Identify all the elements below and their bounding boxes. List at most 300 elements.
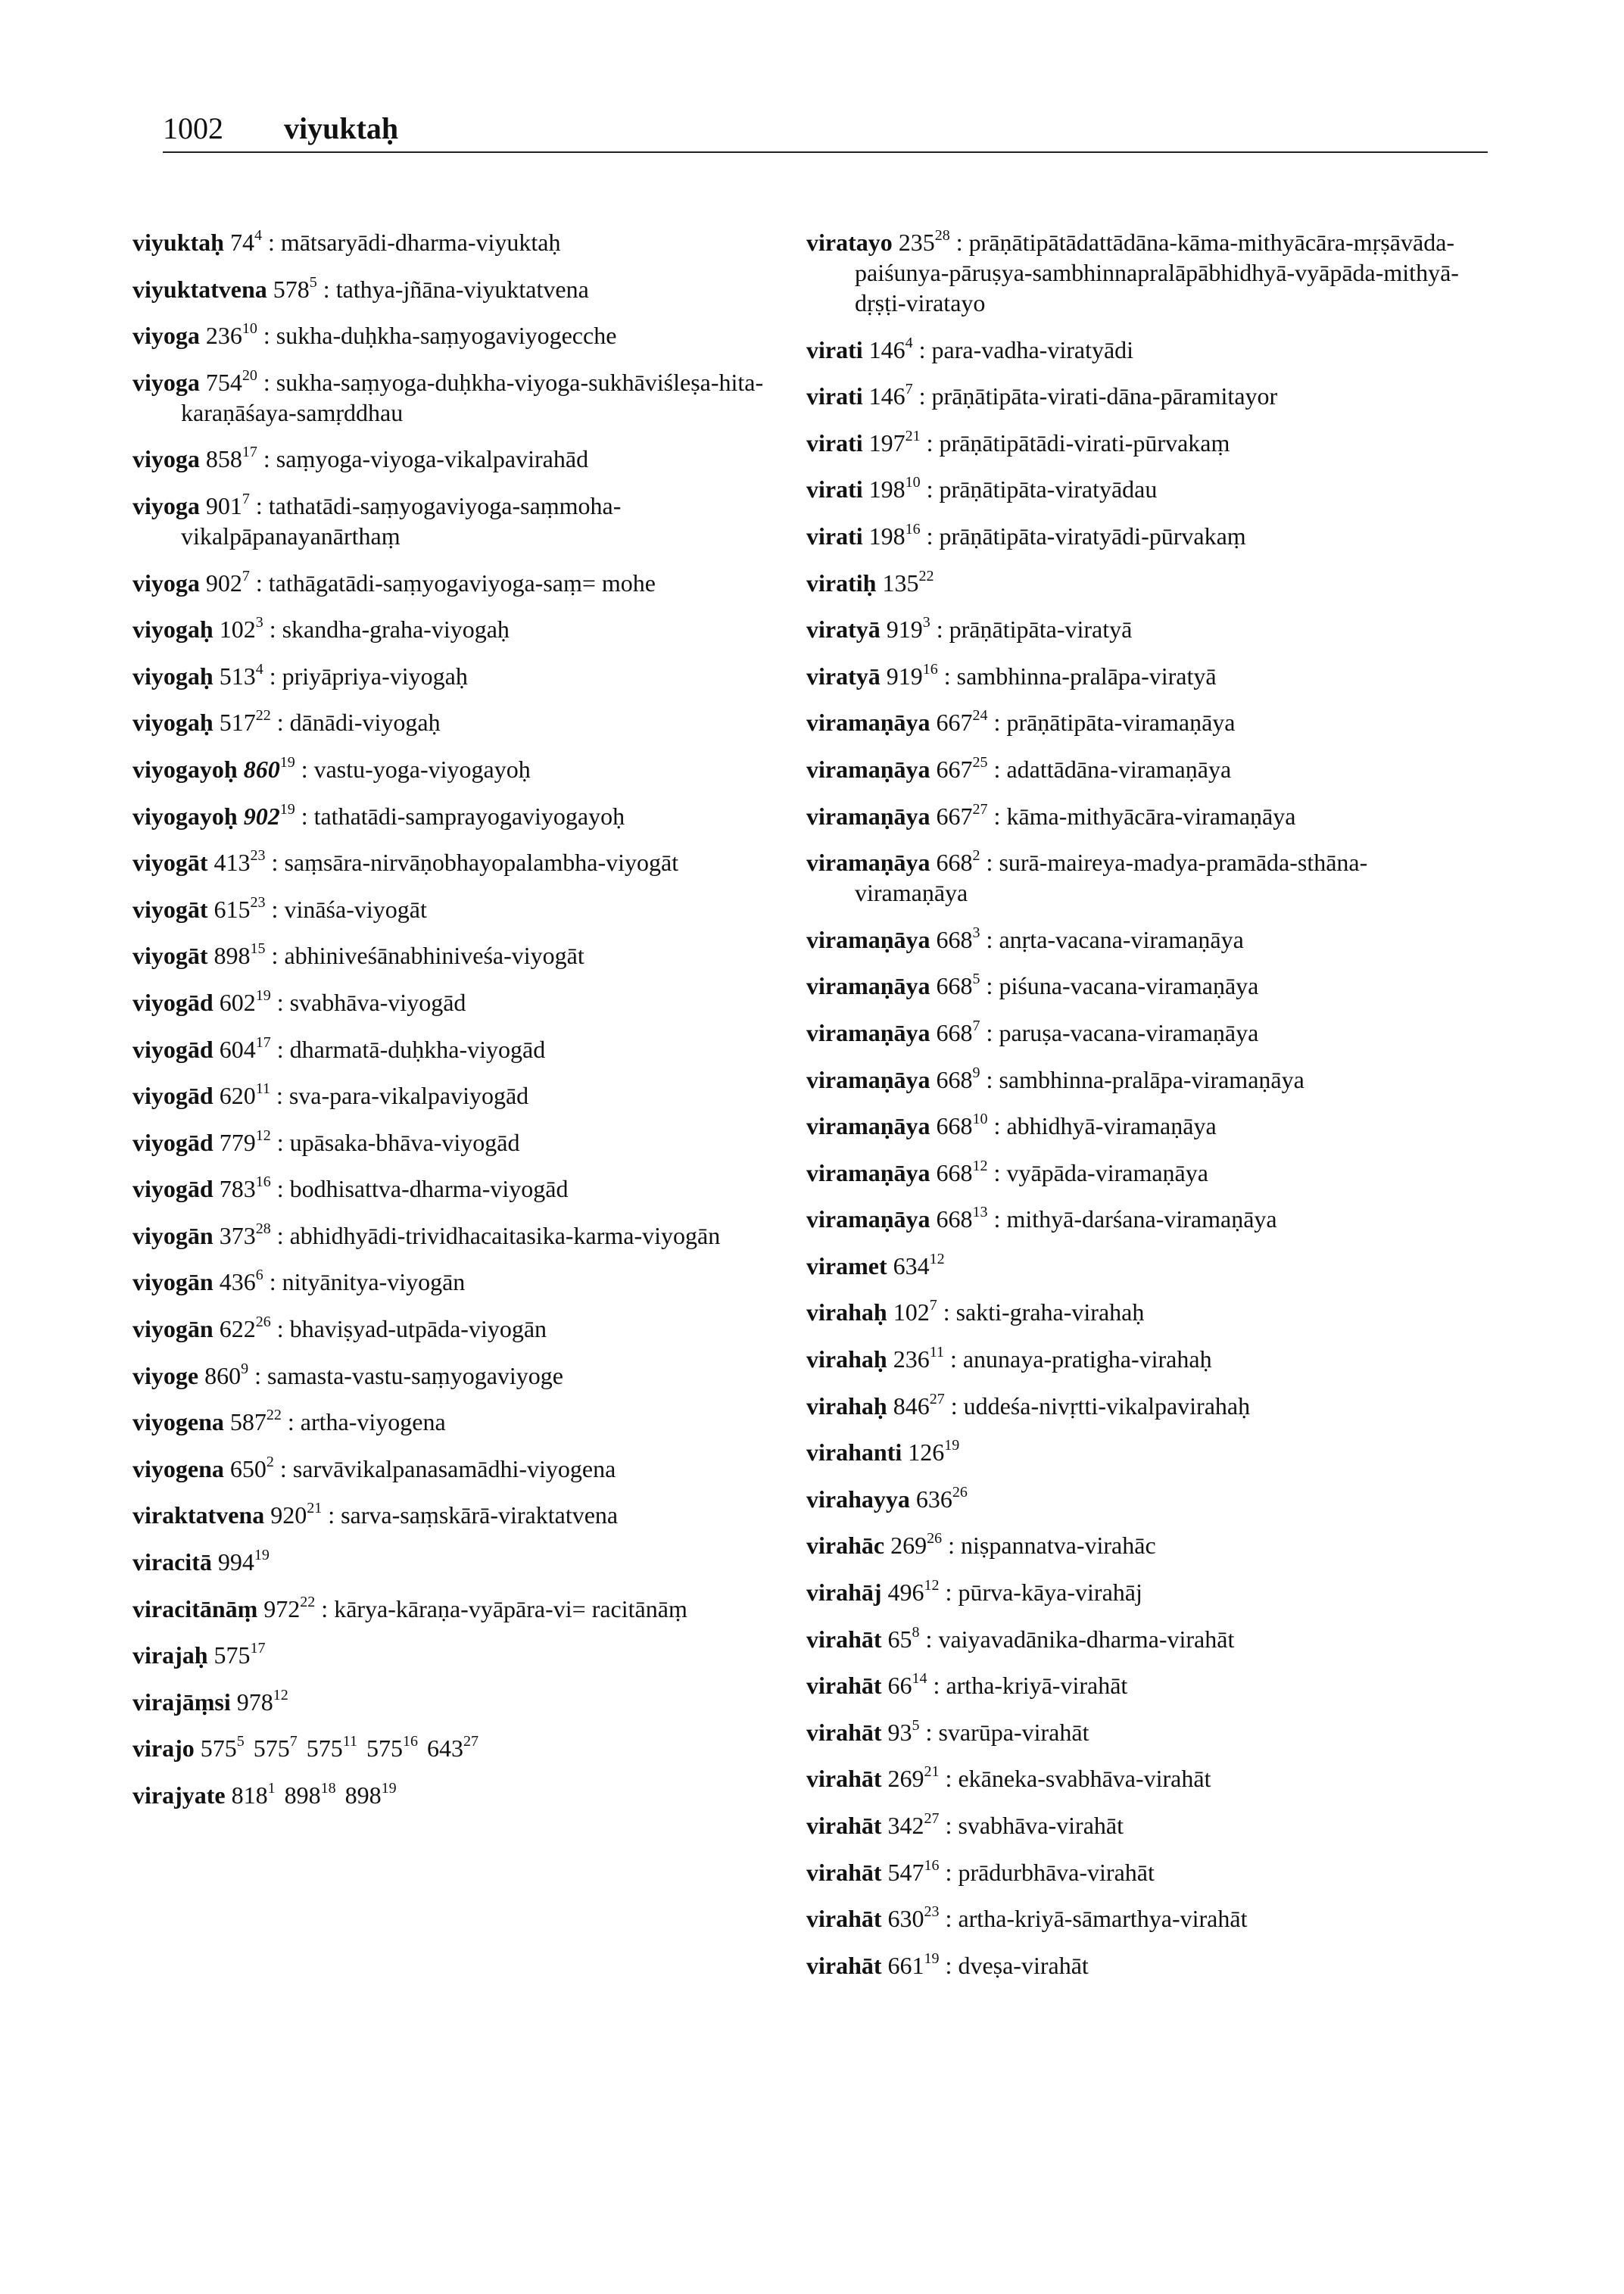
gloss: vastu-yoga-viyogayoḥ xyxy=(313,755,531,783)
page-ref-group xyxy=(887,662,938,690)
index-entry: viyuktatvena $578^5$ : tathya-jñāna-viyuktatvena xyxy=(132,273,589,303)
line-ref: 4 xyxy=(255,660,263,678)
page-ref: 634 xyxy=(893,1251,930,1279)
index-entry: viraktatvena $920^{21}$ : sarva-saṃskārā-viraktatvena xyxy=(132,1500,619,1529)
page-ref: 620 xyxy=(219,1082,256,1110)
page-ref: 668 xyxy=(936,1018,973,1046)
index-entry: viratyā $919^3$ : prāṇātipāta-viratyā xyxy=(806,614,1133,644)
page-ref: 783 xyxy=(219,1175,256,1203)
page-ref: 65 xyxy=(887,1625,912,1653)
index-entry: viramaṇāya $668^2$ : surā-maireya-madya-pramāda-sthāna-viramaṇāya xyxy=(806,847,1368,907)
line-ref: 16 xyxy=(924,1856,940,1874)
page-ref: 517 xyxy=(219,709,256,737)
page-ref-group xyxy=(218,1548,270,1576)
page-ref-group xyxy=(893,1252,945,1279)
headword: viyogena xyxy=(132,1454,224,1482)
index-entry: viyogaḥ $102^3$ : skandha-graha-viyogaḥ xyxy=(132,614,510,644)
headword: viyogayoḥ xyxy=(132,755,238,783)
index-entry xyxy=(132,1780,791,1810)
page-ref-group xyxy=(937,709,988,736)
gloss: vyāpāda-viramaṇāya xyxy=(1006,1158,1208,1186)
page-ref-group xyxy=(937,1112,988,1139)
page-ref: 919 xyxy=(886,616,923,644)
line-ref: 12 xyxy=(273,1686,288,1703)
page-ref-group xyxy=(273,273,317,303)
gloss: prāṇātipātādi-virati-pūrvakaṃ xyxy=(939,429,1230,457)
line-ref: 5 xyxy=(236,1733,245,1750)
right-column xyxy=(806,227,1473,1996)
headword: viyogād xyxy=(132,1128,214,1156)
gloss: vināśa-viyogāt xyxy=(284,895,427,923)
gloss: prāṇātipāta-viratyādi-pūrvakaṃ xyxy=(939,522,1246,550)
page-ref-group xyxy=(206,445,257,472)
page-ref: 236 xyxy=(205,322,242,350)
index-entry: virati $198^{10}$ : prāṇātipāta-viratyādau xyxy=(806,474,1158,503)
page-ref: 636 xyxy=(915,1485,952,1513)
headword: virahāt xyxy=(806,1951,882,1979)
index-entry: viyogaḥ $517^{22}$ : dānādi-viyogaḥ xyxy=(132,707,441,737)
line-ref: 3 xyxy=(972,924,980,941)
gloss: sukha-duḥkha-saṃyogaviyogecche xyxy=(276,322,617,350)
index-entry xyxy=(806,1251,1473,1281)
gloss: priyāpriya-viyogaḥ xyxy=(282,662,468,690)
page-ref: 898 xyxy=(344,1781,382,1809)
headword: virahayya xyxy=(806,1485,910,1513)
page-ref: 198 xyxy=(868,522,906,550)
page-ref: 650 xyxy=(229,1454,267,1482)
page-ref-group xyxy=(230,1455,274,1482)
headword: viramaṇāya xyxy=(806,1018,930,1046)
gloss: adattādāna-viramaṇāya xyxy=(1006,755,1232,783)
gloss: skandha-graha-viyogaḥ xyxy=(282,616,510,644)
page-ref-group xyxy=(220,1268,263,1295)
page-ref-group xyxy=(869,475,921,503)
gloss: dānādi-viyogaḥ xyxy=(289,709,441,737)
headword: viyoga xyxy=(132,491,200,519)
page-ref: 602 xyxy=(219,988,256,1016)
header-rule xyxy=(163,151,1488,153)
headword: virati xyxy=(806,335,863,363)
headword: viramaṇāya xyxy=(806,925,930,953)
line-ref: 5 xyxy=(912,1716,920,1734)
line-ref: 28 xyxy=(255,1220,271,1237)
gloss: bhaviṣyad-utpāda-viyogān xyxy=(289,1315,547,1343)
page-ref-group xyxy=(888,1905,940,1932)
line-ref: 22 xyxy=(255,707,271,725)
line-ref: 17 xyxy=(255,1033,271,1051)
line-ref: 7 xyxy=(929,1297,937,1314)
index-entry: viramaṇāya $667^{25}$ : adattādāna-viramaṇāya xyxy=(806,753,1232,783)
gloss: samasta-vastu-saṃyogaviyoge xyxy=(267,1361,563,1389)
index-entry: viramaṇāya $668^5$ : piśuna-vacana-viramaṇāya xyxy=(806,971,1259,1000)
page-ref: 860 xyxy=(204,1361,242,1389)
index-entry: virahāc $269^{26}$ : niṣpannatva-virahāc xyxy=(806,1530,1156,1560)
index-entry: viyuktaḥ $74^4$ : mātsaryādi-dharma-viyuktaḥ xyxy=(132,227,561,256)
page-ref-group xyxy=(214,893,266,923)
page-ref-group xyxy=(219,1033,271,1063)
gloss: tathya-jñāna-viyuktatvena xyxy=(335,275,589,303)
gloss: uddeśa-nivṛtti-vikalpavirahaḥ xyxy=(963,1392,1251,1420)
index-entry xyxy=(132,1733,791,1763)
line-ref: 1 xyxy=(267,1780,276,1797)
headword: virahaḥ xyxy=(806,1345,887,1373)
page-ref-group xyxy=(366,1735,418,1762)
page-ref: 575 xyxy=(366,1735,404,1763)
page-ref: 146 xyxy=(868,382,906,410)
index-entry: virati $198^{16}$ : prāṇātipāta-viratyādi-pūrvakaṃ xyxy=(806,520,1246,550)
headword: viracitānāṃ xyxy=(132,1594,258,1622)
page-ref: 93 xyxy=(887,1718,912,1746)
page-header xyxy=(163,111,399,145)
line-ref: 19 xyxy=(255,986,271,1004)
page-refs xyxy=(232,1781,406,1809)
gloss: sva-para-vikalpaviyogād xyxy=(288,1082,529,1110)
page-ref-group xyxy=(888,1625,920,1653)
line-ref: 5 xyxy=(309,273,317,291)
headword: virati xyxy=(806,429,863,457)
gloss: bodhisattva-dharma-viyogād xyxy=(289,1175,569,1203)
line-ref: 7 xyxy=(905,381,913,398)
page-ref-group xyxy=(232,1781,276,1809)
index-entry: viyoga $901^7$ : tathatādi-saṃyogaviyoga-saṃmoha-vikalpāpanayanārthaṃ xyxy=(132,490,622,550)
headword: viyogaḥ xyxy=(132,616,214,644)
page-ref: 102 xyxy=(219,616,256,644)
headword: viratyā xyxy=(806,662,881,690)
page-ref: 667 xyxy=(936,709,973,737)
gloss: surā-maireya-madya-pramāda-sthāna-viramaṇāya xyxy=(855,849,1368,907)
headword: viramaṇāya xyxy=(806,755,930,783)
page-ref: 668 xyxy=(936,1205,973,1233)
page-ref: 373 xyxy=(219,1221,256,1249)
page-ref: 643 xyxy=(427,1735,464,1763)
gloss: sambhinna-pralāpa-viramaṇāya xyxy=(999,1065,1304,1093)
gloss: prāṇātipāta-virati-dāna-pāramitayor xyxy=(931,382,1278,410)
page-ref: 901 xyxy=(205,491,242,519)
page-ref: 994 xyxy=(217,1548,254,1576)
headword: viyogān xyxy=(132,1221,214,1249)
gloss: mātsaryādi-dharma-viyuktaḥ xyxy=(280,229,561,256)
index-entry: viracitānāṃ $972^{22}$ : kārya-kāraṇa-vyāpāra-vi= racitānāṃ xyxy=(132,1593,687,1622)
page-ref-group xyxy=(937,849,980,876)
headword: viyogān xyxy=(132,1315,214,1343)
headword: viramaṇāya xyxy=(806,1205,930,1233)
page-ref-group xyxy=(888,1952,940,1979)
line-ref: 2 xyxy=(266,1453,274,1470)
line-ref: 9 xyxy=(972,1064,980,1081)
index-entry: virahaḥ $236^{11}$ : anunaya-pratigha-virahaḥ xyxy=(806,1344,1212,1373)
page-ref-group xyxy=(206,569,250,597)
line-ref: 19 xyxy=(924,1950,940,1967)
page-ref: 920 xyxy=(270,1501,307,1529)
headword: virahāt xyxy=(806,1858,882,1886)
gloss: prāṇātipāta-viramaṇāya xyxy=(1006,709,1236,737)
line-ref: 12 xyxy=(255,1127,271,1144)
headword: viraktatvena xyxy=(132,1501,265,1529)
page-ref-group xyxy=(230,1408,282,1435)
page-ref-group xyxy=(254,1735,298,1762)
index-entry: viyogayoḥ $902^{19}$ : tathatādi-samprayogaviyogayoḥ xyxy=(132,800,625,830)
line-ref: 10 xyxy=(242,320,257,338)
line-ref: 13 xyxy=(972,1204,988,1221)
headword: virahāt xyxy=(806,1812,882,1839)
gloss: dharmatā-duḥkha-viyogād xyxy=(289,1035,546,1063)
page-ref: 66 xyxy=(887,1672,912,1700)
page-ref: 919 xyxy=(886,662,923,690)
line-ref: 27 xyxy=(929,1390,945,1407)
headword: viyogāt xyxy=(132,942,208,970)
headword: viyogaḥ xyxy=(132,662,214,690)
line-ref: 6 xyxy=(255,1267,263,1284)
page-ref-group xyxy=(936,800,988,830)
index-entry: viyogād $783^{16}$ : bodhisattva-dharma-viyogād xyxy=(132,1173,569,1203)
headword: viramaṇāya xyxy=(806,849,930,877)
page-ref-group xyxy=(937,972,980,999)
headword: viyoga xyxy=(132,368,200,396)
headword: virahanti xyxy=(806,1438,902,1466)
gloss: ekāneka-svabhāva-virahāt xyxy=(958,1765,1211,1793)
gloss: anṛta-vacana-viramaṇāya xyxy=(999,925,1244,953)
page-ref: 667 xyxy=(936,802,973,830)
line-ref: 15 xyxy=(250,940,266,958)
line-ref: 4 xyxy=(905,334,913,351)
index-entry: virahaḥ $102^7$ : sakti-graha-virahaḥ xyxy=(806,1297,1145,1326)
page-ref-group xyxy=(206,322,257,349)
page-ref-group xyxy=(220,1315,271,1342)
headword: virati xyxy=(806,382,863,410)
line-ref: 25 xyxy=(972,753,988,771)
page-ref-group xyxy=(936,753,988,783)
line-ref: 17 xyxy=(242,444,257,461)
gloss: prāṇātipātādattādāna-kāma-mithyācāra-mṛṣāvāda-paiśunya-pāruṣya-sambhinnapralāpābhidhyā-vyāpāda-mithyā-dṛṣṭi-viratayo xyxy=(855,229,1459,316)
page-ref-group xyxy=(427,1735,478,1762)
page-ref: 898 xyxy=(284,1781,321,1809)
headword: virati xyxy=(806,475,863,503)
line-ref: 10 xyxy=(972,1111,988,1128)
line-ref: 16 xyxy=(905,520,921,538)
line-ref: 27 xyxy=(972,800,988,818)
index-entry: virahāt $630^{23}$ : artha-kriyā-sāmarthya-virahāt xyxy=(806,1903,1248,1933)
gloss: prādurbhāva-virahāt xyxy=(958,1858,1155,1886)
index-entry: virahāt $661^{19}$ : dveṣa-virahāt xyxy=(806,1950,1089,1979)
index-entry: viramaṇāya $668^{10}$ : abhidhyā-viramaṇāya xyxy=(806,1111,1217,1140)
headword: virahāt xyxy=(806,1765,882,1793)
page-ref: 575 xyxy=(306,1735,343,1763)
page-ref-group xyxy=(937,926,980,953)
headword: viramaṇāya xyxy=(806,709,930,737)
page-ref-group xyxy=(206,492,250,519)
index-entry: viyogān $436^6$ : nityānitya-viyogān xyxy=(132,1267,466,1296)
page-ref: 846 xyxy=(893,1392,930,1420)
page-ref: 668 xyxy=(936,849,973,877)
headword: virahaḥ xyxy=(806,1298,887,1326)
line-ref: 22 xyxy=(300,1593,316,1610)
index-entry: viyogaḥ $513^4$ : priyāpriya-viyogaḥ xyxy=(132,660,468,690)
index-entry xyxy=(806,1437,1473,1467)
headword: virajaḥ xyxy=(132,1641,208,1669)
page-ref: 668 xyxy=(936,1065,973,1093)
page-ref: 198 xyxy=(868,475,906,503)
page-ref-group xyxy=(893,1345,944,1373)
index-entry: viyoga $754^{20}$ : sukha-saṃyoga-duḥkha-viyoga-sukhāviśleṣa-hita-karaṇāśaya-samṛddhau xyxy=(132,366,764,426)
index-entry: virati $146^4$ : para-vadha-viratyādi xyxy=(806,334,1134,363)
page-ref-group xyxy=(285,1781,336,1809)
line-ref: 23 xyxy=(924,1903,940,1921)
index-entry: viyogayoḥ $860^{19}$ : vastu-yoga-viyogayoḥ xyxy=(132,753,531,783)
line-ref: 21 xyxy=(924,1763,940,1781)
line-ref: 7 xyxy=(242,490,250,507)
gloss: abhiniveśānabhiniveśa-viyogāt xyxy=(284,942,584,970)
line-ref: 7 xyxy=(972,1017,980,1034)
headword: viramaṇāya xyxy=(806,1065,930,1093)
line-ref: 3 xyxy=(255,614,263,631)
line-ref: 3 xyxy=(922,614,930,631)
page-ref-group xyxy=(220,662,263,690)
page-ref-group xyxy=(345,1781,397,1809)
page-ref-group xyxy=(916,1485,968,1513)
page-ref-group xyxy=(270,1501,322,1529)
headword: viyogād xyxy=(132,988,214,1016)
index-entry: virahāt $66^{14}$ : artha-kriyā-virahāt xyxy=(806,1670,1128,1700)
page-ref: 269 xyxy=(890,1532,927,1560)
page-ref: 269 xyxy=(887,1765,924,1793)
line-ref: 8 xyxy=(912,1623,920,1641)
page-ref: 668 xyxy=(936,1112,973,1140)
page-ref: 135 xyxy=(882,569,919,597)
page-ref-group xyxy=(869,382,913,410)
index-entry: virahāt $342^{27}$ : svabhāva-virahāt xyxy=(806,1810,1124,1839)
line-ref: 17 xyxy=(250,1640,266,1657)
page-ref-group xyxy=(220,616,263,643)
page-ref-group xyxy=(887,616,930,643)
line-ref: 11 xyxy=(255,1080,270,1098)
page-ref: 235 xyxy=(898,229,935,256)
headword: virajo xyxy=(132,1735,195,1763)
line-ref: 26 xyxy=(255,1314,271,1331)
page-ref: 818 xyxy=(231,1781,268,1809)
index-entry: viyogena $587^{22}$ : artha-viyogena xyxy=(132,1407,446,1436)
page-ref-group xyxy=(888,1579,940,1606)
page-ref-group xyxy=(882,569,934,597)
index-entry: viyogāt $615^{23}$ : vināśa-viyogāt xyxy=(132,893,427,923)
line-ref: 4 xyxy=(254,227,262,244)
page-ref-group xyxy=(219,986,271,1016)
page-ref-group xyxy=(214,942,266,969)
gloss: pūrva-kāya-virahāj xyxy=(958,1579,1142,1607)
line-ref: 12 xyxy=(929,1250,945,1267)
page-ref: 236 xyxy=(893,1345,930,1373)
page-ref-group xyxy=(869,336,913,363)
headword: virahāt xyxy=(806,1718,882,1746)
index-entry xyxy=(132,1640,791,1670)
line-ref: 27 xyxy=(463,1733,479,1750)
page-ref: 575 xyxy=(214,1641,251,1669)
gloss: sukha-saṃyoga-duḥkha-viyoga-sukhāviśleṣa-hita-karaṇāśaya-samṛddhau xyxy=(181,368,764,426)
line-ref: 19 xyxy=(381,1780,397,1797)
gloss: paruṣa-vacana-viramaṇāya xyxy=(999,1018,1259,1046)
line-ref: 7 xyxy=(289,1733,298,1750)
headword: viyogād xyxy=(132,1175,214,1203)
page-ref-group xyxy=(937,1205,988,1233)
page-ref-group xyxy=(230,229,262,256)
gloss: artha-kriyā-sāmarthya-virahāt xyxy=(958,1905,1248,1933)
page-ref-group xyxy=(899,229,950,256)
index-entry: viyogāt $413^{23}$ : saṃsāra-nirvāṇobhayopalambha-viyogāt xyxy=(132,847,679,877)
gloss: svabhāva-virahāt xyxy=(958,1812,1124,1839)
gloss: prāṇātipāta-viratyā xyxy=(949,616,1133,644)
page-ref-group xyxy=(888,1812,940,1839)
gloss: anunaya-pratigha-virahaḥ xyxy=(962,1345,1212,1373)
line-ref: 26 xyxy=(927,1530,943,1548)
line-ref: 5 xyxy=(972,971,980,988)
page-ref: 342 xyxy=(887,1812,924,1839)
index-entry: virahāt $547^{16}$ : prādurbhāva-virahāt xyxy=(806,1856,1155,1886)
line-ref: 22 xyxy=(266,1407,282,1424)
index-entry: viyoge $860^9$ : samasta-vastu-saṃyogaviyoge xyxy=(132,1360,563,1389)
headword: viyoge xyxy=(132,1361,199,1389)
page-ref-group xyxy=(887,1856,940,1886)
page-ref-group xyxy=(201,1735,245,1762)
page-ref-group xyxy=(220,1222,271,1249)
line-ref: 21 xyxy=(307,1500,323,1517)
line-ref: 11 xyxy=(929,1344,944,1361)
index-entry: viyoga $902^7$ : tathāgatādi-saṃyogaviyoga-saṃ= mohe xyxy=(132,567,656,597)
headword: virajyate xyxy=(132,1781,226,1809)
page-ref: 779 xyxy=(219,1128,256,1156)
gloss: sambhinna-pralāpa-viratyā xyxy=(956,662,1217,690)
page-ref-group xyxy=(937,1066,980,1093)
gloss: nityānitya-viyogān xyxy=(282,1268,466,1296)
index-entry: virahāt $65^8$ : vaiyavadānika-dharma-virahāt xyxy=(806,1623,1235,1653)
headword: viramaṇāya xyxy=(806,972,930,1000)
gloss: sarva-saṃskārā-viraktatvena xyxy=(341,1501,619,1529)
line-ref: 7 xyxy=(242,567,250,584)
gloss: abhidhyā-viramaṇāya xyxy=(1006,1112,1217,1140)
headword: viyogayoḥ xyxy=(132,802,238,830)
headword: viyogāt xyxy=(132,895,208,923)
page-ref-group xyxy=(243,800,295,830)
page-ref-group xyxy=(307,1735,357,1762)
line-ref: 14 xyxy=(912,1670,927,1688)
page-ref-group xyxy=(214,849,266,876)
page-ref: 754 xyxy=(205,368,242,396)
line-ref: 12 xyxy=(924,1577,940,1594)
index-entry: viyogān $622^{26}$ : bhaviṣyad-utpāda-viyogān xyxy=(132,1314,547,1343)
page-ref: 978 xyxy=(236,1688,273,1716)
page-ref: 858 xyxy=(205,445,242,473)
gloss: tathatādi-samprayogaviyogayoḥ xyxy=(313,802,625,830)
page-ref: 575 xyxy=(253,1735,290,1763)
line-ref: 24 xyxy=(972,707,988,725)
headword: viyogād xyxy=(132,1035,214,1063)
page-ref-group xyxy=(869,429,921,457)
index-entry: virati $146^7$ : prāṇātipāta-virati-dāna-pāramitayor xyxy=(806,381,1278,410)
headword: virati xyxy=(806,522,863,550)
line-ref: 22 xyxy=(918,567,934,584)
index-entry: viyoga $858^{17}$ : saṃyoga-viyoga-vikalpavirahād xyxy=(132,444,589,473)
page-ref-group xyxy=(890,1532,942,1559)
line-ref: 16 xyxy=(403,1733,419,1750)
page-ref: 587 xyxy=(229,1408,267,1436)
page-ref: 898 xyxy=(214,942,251,970)
page-ref-group xyxy=(205,366,257,396)
index-entry: viramaṇāya $668^9$ : sambhinna-pralāpa-viramaṇāya xyxy=(806,1064,1304,1093)
headword: viyogād xyxy=(132,1082,214,1110)
index-entry: viyogān $373^{28}$ : abhidhyādi-trividhacaitasika-karma-viyogān xyxy=(132,1220,721,1249)
headword: viyogāt xyxy=(132,849,208,877)
gloss: dveṣa-virahāt xyxy=(958,1951,1089,1979)
page-ref: 902 xyxy=(243,802,280,830)
index-entry: viyogād $779^{12}$ : upāsaka-bhāva-viyogād xyxy=(132,1127,520,1156)
